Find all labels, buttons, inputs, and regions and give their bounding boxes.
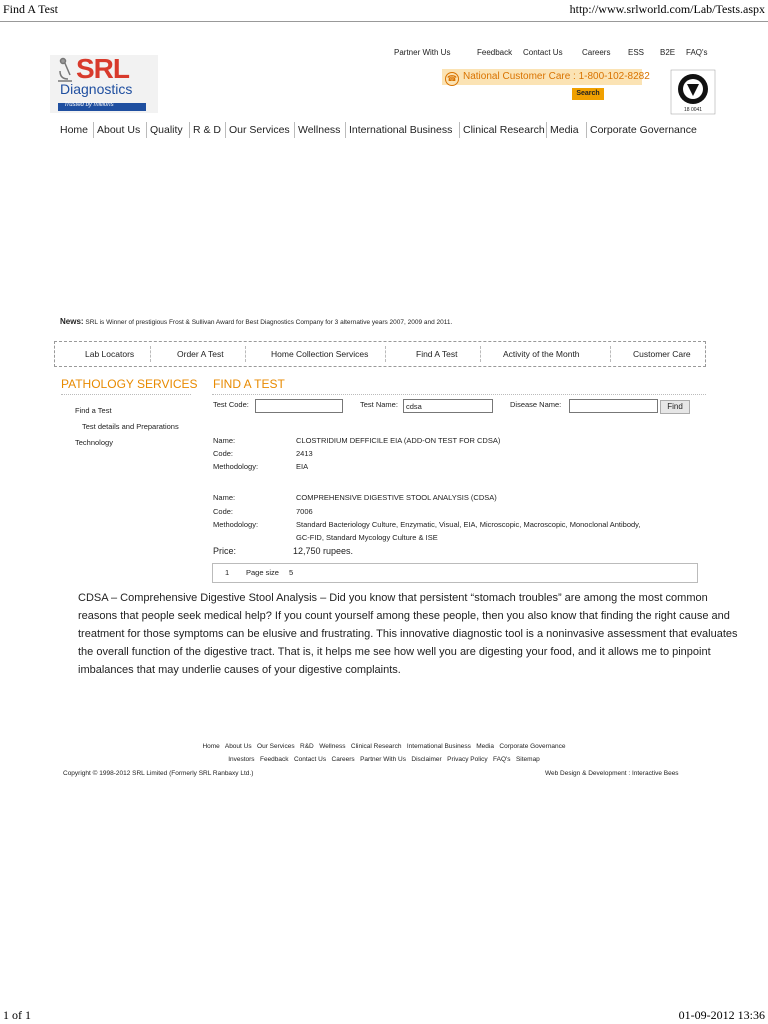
sidebar-title: PATHOLOGY SERVICES: [61, 377, 198, 391]
nav-rnd[interactable]: R & D: [193, 124, 222, 136]
footer-link-clinical-research[interactable]: Clinical Research: [350, 743, 402, 750]
find-test-title: FIND A TEST: [213, 377, 285, 391]
footer-link-media[interactable]: Media: [476, 743, 494, 750]
nav-separator: [345, 122, 346, 138]
top-link-contact[interactable]: Contact Us: [523, 48, 563, 57]
footer-link-contact-us[interactable]: Contact Us: [293, 756, 327, 763]
news-ticker: [60, 317, 452, 326]
nav-separator: [225, 122, 226, 138]
result-code-label: Code:: [213, 449, 234, 458]
developer-credit[interactable]: Web Design & Development : Interactive Bees: [545, 770, 679, 777]
footer-link-corporate-governance[interactable]: Corporate Governance: [499, 743, 566, 750]
sidebar-item-test-details[interactable]: Test details and Preparations: [82, 422, 179, 431]
nav-international-business[interactable]: International Business: [349, 124, 453, 136]
nav-home[interactable]: Home: [60, 124, 89, 136]
subnav-home-collection[interactable]: Home Collection Services: [271, 349, 369, 359]
sub-nav: [54, 341, 706, 367]
subnav-find-a-test[interactable]: Find A Test: [416, 349, 458, 359]
footer-link-investors[interactable]: Investors: [228, 756, 255, 763]
nav-separator: [294, 122, 295, 138]
footer-links-row2: [0, 756, 768, 763]
footer-link-sitemap[interactable]: Sitemap: [515, 756, 540, 763]
footer-link-about-us[interactable]: About Us: [224, 743, 252, 750]
result-methodology-label: Methodology:: [213, 520, 259, 529]
subnav-activity-of-month[interactable]: Activity of the Month: [503, 349, 580, 359]
test-code-input[interactable]: [255, 399, 343, 413]
certification-number: 18 0041: [684, 107, 703, 113]
footer-link-home[interactable]: Home: [202, 743, 220, 750]
print-page-url: http://www.srlworld.com/Lab/Tests.aspx: [569, 2, 765, 16]
footer-link-privacy-policy[interactable]: Privacy Policy: [447, 756, 488, 763]
disease-name-label: Disease Name:: [510, 400, 562, 409]
result-methodology-line2: GC-FID, Standard Mycology Culture & ISE: [296, 533, 438, 542]
top-link-careers[interactable]: Careers: [582, 48, 611, 57]
sidebar-item-find-a-test[interactable]: Find a Test: [75, 406, 112, 415]
footer-link-wellness[interactable]: Wellness: [319, 743, 346, 750]
footer-link-partner[interactable]: Partner With Us: [360, 756, 406, 763]
result-code-label: Code:: [213, 507, 234, 516]
certification-badge: [670, 69, 716, 115]
nav-separator: [546, 122, 547, 138]
subnav-separator: [385, 346, 386, 362]
print-datetime: 01-09-2012 13:36: [678, 1008, 765, 1022]
footer-link-disclaimer[interactable]: Disclaimer: [411, 756, 442, 763]
top-link-feedback[interactable]: Feedback: [477, 48, 513, 57]
customer-care-banner: [442, 69, 650, 85]
nav-about-us[interactable]: About Us: [97, 124, 141, 136]
top-link-faqs[interactable]: FAQ's: [686, 48, 708, 57]
footer-link-rnd[interactable]: R&D: [300, 743, 314, 750]
result-code: 7006: [296, 507, 313, 516]
find-button[interactable]: Find: [660, 400, 690, 414]
result-name-label: Name:: [213, 436, 236, 445]
pager-page-size[interactable]: 5: [289, 568, 294, 577]
test-name-label: Test Name:: [360, 400, 398, 409]
top-link-b2e[interactable]: B2E: [660, 48, 676, 57]
logo-brand: SRL: [76, 53, 129, 84]
find-test-title-rule: [212, 394, 706, 395]
footer-link-feedback[interactable]: Feedback: [259, 756, 289, 763]
nav-media[interactable]: Media: [550, 124, 579, 136]
nav-separator: [459, 122, 460, 138]
news-text[interactable]: SRL is Winner of prestigious Frost & Sullivan Award for Best Diagnostics Company for 3 alternative years 2007, 2009 and 2011.: [85, 319, 453, 326]
subnav-separator: [610, 346, 611, 362]
footer-link-careers[interactable]: Careers: [331, 756, 355, 763]
nav-clinical-research[interactable]: Clinical Research: [463, 124, 545, 136]
subnav-separator: [480, 346, 481, 362]
footer-link-faqs[interactable]: FAQ's: [493, 756, 511, 763]
logo-sub: Diagnostics: [60, 81, 133, 97]
customer-care-text: National Customer Care : 1-800-102-8282: [463, 71, 650, 82]
pager-page-number[interactable]: 1: [225, 568, 230, 577]
subnav-separator: [150, 346, 151, 362]
pager-page-size-label: Page size: [246, 568, 279, 577]
search-button[interactable]: Search: [572, 88, 604, 100]
test-name-input[interactable]: [403, 399, 493, 413]
print-page-title: Find A Test: [3, 2, 58, 16]
subnav-customer-care[interactable]: Customer Care: [633, 349, 691, 359]
nav-corporate-governance[interactable]: Corporate Governance: [590, 124, 697, 136]
result-name[interactable]: COMPREHENSIVE DIGESTIVE STOOL ANALYSIS (CDSA): [296, 493, 497, 502]
print-header-rule: [0, 21, 768, 22]
result-methodology-label: Methodology:: [213, 462, 259, 471]
nav-separator: [93, 122, 94, 138]
footer-links-row1: [0, 743, 768, 750]
test-description: CDSA – Comprehensive Digestive Stool Analysis – Did you know that persistent “stomach troubles” are among the most common reasons that people seek medical help? If you count yourself among these people, then you also know that finding the right cause and treatment for those symptoms can be elusive and frustrating. This innovative diagnostic tool is a noninvasive assessment that evaluates the overall function of the digestive tract. That is, it helps me see how well you are digesting your food, and it allows me to pinpoint imbalances that may underlie causes of your digestive complaints.: [78, 592, 738, 676]
footer-link-our-services[interactable]: Our Services: [257, 743, 295, 750]
top-link-partner[interactable]: Partner With Us: [394, 48, 451, 57]
subnav-lab-locators[interactable]: Lab Locators: [85, 349, 135, 359]
nav-wellness[interactable]: Wellness: [298, 124, 341, 136]
nav-separator: [146, 122, 147, 138]
result-price-label: Price:: [213, 546, 237, 556]
result-name[interactable]: CLOSTRIDIUM DEFFICILE EIA (ADD-ON TEST FOR CDSA): [296, 436, 501, 445]
main-nav: [0, 124, 768, 140]
test-code-label: Test Code:: [213, 400, 249, 409]
phone-icon: ☎: [445, 72, 459, 86]
nav-separator: [189, 122, 190, 138]
nav-quality[interactable]: Quality: [150, 124, 183, 136]
logo-tagline: Trusted by millions: [64, 102, 114, 108]
result-price: 12,750 rupees.: [293, 546, 354, 556]
result-name-label: Name:: [213, 493, 236, 502]
top-link-ess[interactable]: ESS: [628, 48, 645, 57]
disease-name-input[interactable]: [569, 399, 658, 413]
nav-our-services[interactable]: Our Services: [229, 124, 290, 136]
result-methodology-line1: Standard Bacteriology Culture, Enzymatic, Visual, EIA, Microscopic, Macroscopic, Monoclonal Antibody,: [296, 520, 641, 529]
subnav-separator: [245, 346, 246, 362]
nav-separator: [586, 122, 587, 138]
sidebar-title-rule: [61, 394, 191, 395]
copyright-text: Copyright © 1998-2012 SRL Limited (Formerly SRL Ranbaxy Ltd.): [63, 770, 254, 777]
result-methodology: EIA: [296, 462, 309, 471]
result-code: 2413: [296, 449, 313, 458]
results-pager: [212, 563, 698, 583]
footer-link-international-business[interactable]: International Business: [406, 743, 471, 750]
print-page-count: 1 of 1: [3, 1008, 31, 1022]
news-label: News:: [60, 317, 84, 326]
srl-logo[interactable]: [50, 55, 158, 113]
subnav-order-a-test[interactable]: Order A Test: [177, 349, 224, 359]
sidebar-item-technology[interactable]: Technology: [75, 438, 113, 447]
